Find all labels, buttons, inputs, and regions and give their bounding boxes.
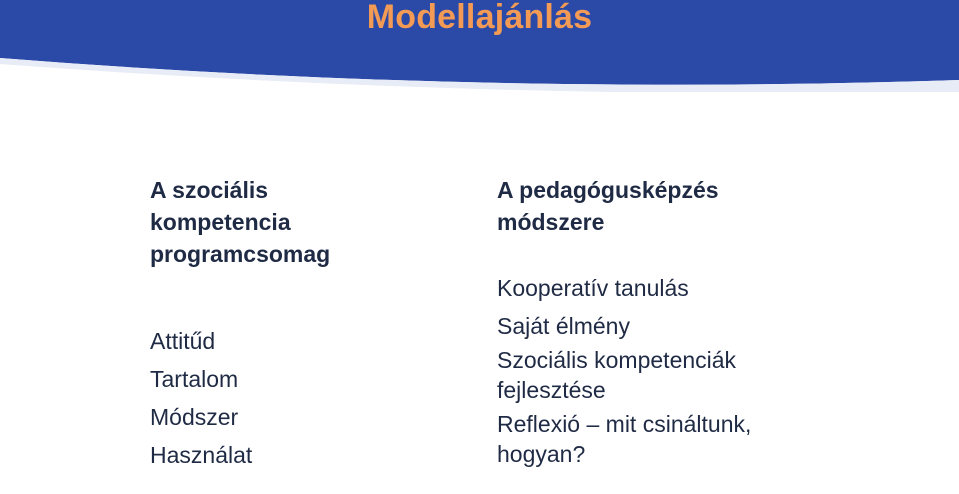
list-item-line: Saját élmény [497, 313, 630, 339]
left-heading-line: programcsomag [150, 241, 331, 267]
list-item-line: hogyan? [497, 441, 586, 467]
left-column [150, 174, 470, 474]
right-heading-line: A pedagógusképzés [497, 177, 719, 203]
list-item-method: Módszer [150, 404, 239, 430]
left-heading-line: A szociális [150, 177, 269, 203]
right-column [497, 174, 937, 473]
list-item-attitude: Attitűd [150, 328, 216, 354]
left-list [150, 322, 470, 474]
list-item-line: Szociális kompetenciák [497, 347, 737, 373]
list-item-usage: Használat [150, 442, 253, 468]
list-item-line: Reflexió – mit csináltunk, [497, 411, 752, 437]
right-heading-line: módszere [497, 209, 605, 235]
left-heading [150, 174, 470, 270]
left-heading-line: kompetencia [150, 209, 291, 235]
list-item-cooperative-learning [497, 269, 937, 307]
list-item-social-competence [497, 345, 937, 405]
right-heading [497, 174, 937, 238]
right-list [497, 269, 937, 469]
slide-title: Modellajánlás [366, 0, 593, 36]
list-item-line: Kooperatív tanulás [497, 275, 689, 301]
list-item-own-experience [497, 307, 937, 345]
list-item-reflection [497, 409, 937, 469]
list-item-line: fejlesztése [497, 377, 606, 403]
list-item-content: Tartalom [150, 366, 239, 392]
